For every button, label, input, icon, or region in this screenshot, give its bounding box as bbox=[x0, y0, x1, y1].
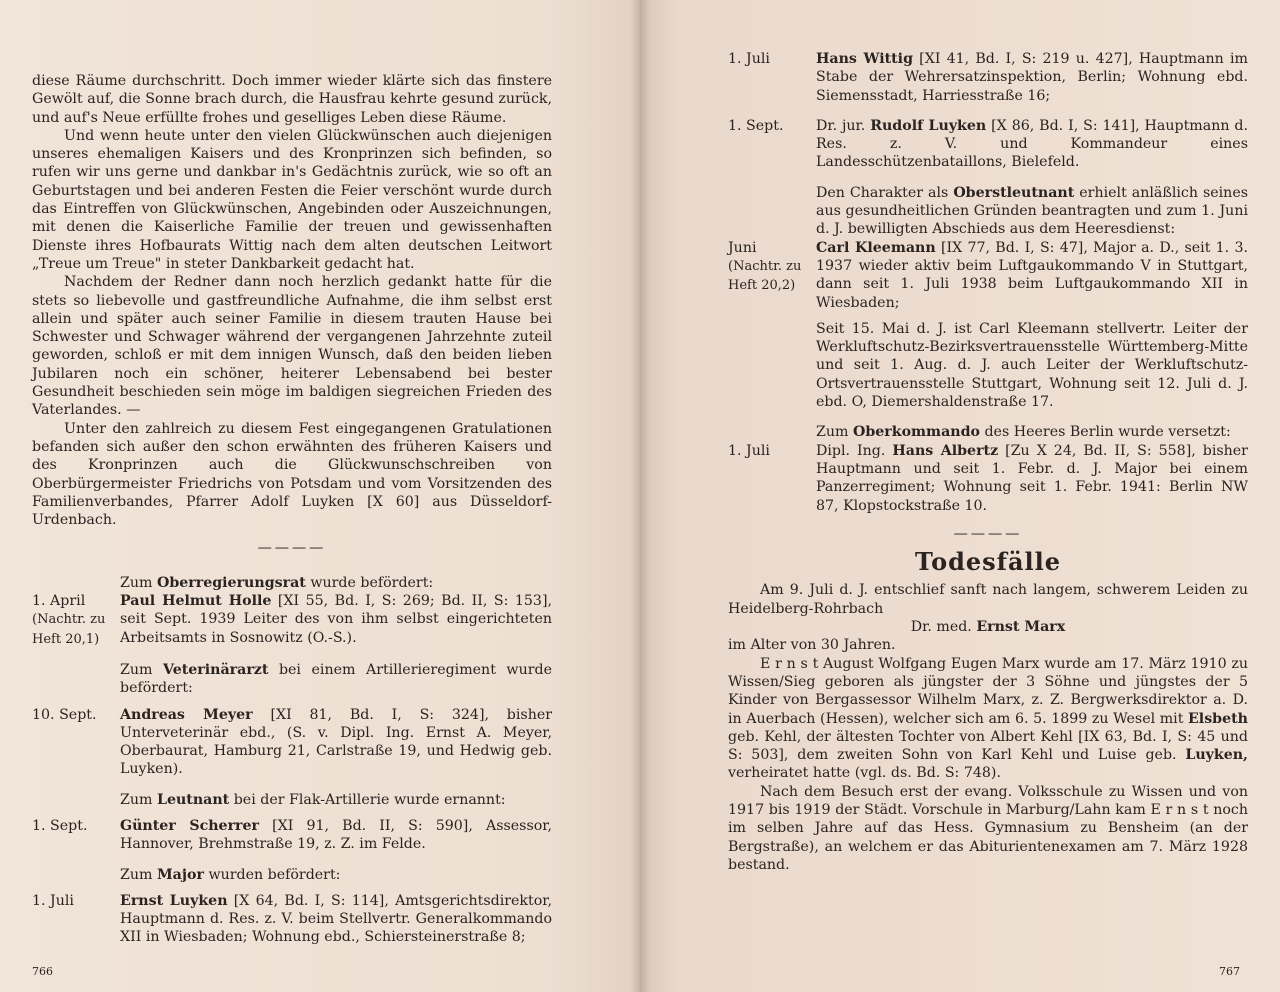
section-heading: Zum Major wurden befördert: bbox=[120, 866, 341, 883]
list-item: 1. Juli Dipl. Ing. Hans Albertz [Zu X 24, Bd. II, S: 558], bisher Hauptmann und seit 1. Febr. d. J. Major bei einem Panzerregiment; Wohnung seit 1. Febr. 1941: Berlin NW 87, Klopstockstraße 10. bbox=[728, 442, 1248, 514]
section-heading: Zum Veterinärarzt bei einem Artillerieregiment wurde befördert: bbox=[120, 661, 552, 697]
paragraph: im Alter von 30 Jahren. bbox=[728, 637, 896, 654]
list-item: 10. Sept. Andreas Meyer [XI 81, Bd. I, S: 324], bisher Unterveterinär ebd., (S. v. Dipl. Ing. Ernst A. Meyer, Oberbaurat, Hamburg 21, Carlstraße 19, und Hedwig geb. Luyken). bbox=[32, 706, 553, 778]
paragraph: diese Räume durchschritt. Doch immer wieder klärte sich das finstere Gewölt auf, die Sonne brach durch, die Hausfrau kehrte gesund zurück, und auf's Neue erfüllte frohes und geselliges Leben diese Räume. bbox=[32, 73, 552, 126]
section-heading: Zum Leutnant bei der Flak-Artillerie wurde ernannt: bbox=[120, 791, 506, 808]
right-column bbox=[728, 50, 1248, 874]
list-item: 1. Juli Ernst Luyken [X 64, Bd. I, S: 114], Amtsgerichtsdirektor, Hauptmann d. Res. z. V. beim Stellvertr. Generalkommando XII in Wiesbaden; Wohnung ebd., Schiersteinerstraße 8; bbox=[32, 892, 552, 946]
section-separator: ———— bbox=[953, 525, 1023, 542]
section-heading: Den Charakter als Oberstleutnant erhielt anläßlich seines aus gesundheitlichen Gründen beantragten und zum 1. Juni d. J. bewilligten Abschieds aus dem Heeresdienst: bbox=[816, 184, 1248, 238]
right-page bbox=[640, 0, 1280, 992]
paragraph: E r n s t August Wolfgang Eugen Marx wurde am 17. März 1910 zu Wissen/Sieg geboren als jüngster der 3 Söhne und jüngstes der 5 Kinder von Bergassessor Wilhelm Marx, z. Z. Bergwerksdirektor a. D. in Auerbach (Hessen), welcher sich am 6. 5. 1899 zu Wesel mit Elsbeth geb. Kehl, der ältesten Tochter von Albert Kehl [IX 63, Bd. I, S: 45 und S: 503], dem zweiten Sohn von Karl Kehl und Luise geb. Luyken, verheiratet hatte (vgl. ds. Bd. S: 748). bbox=[728, 655, 1248, 782]
section-heading: Zum Oberkommando des Heeres Berlin wurde versetzt: bbox=[816, 424, 1231, 441]
deceased-name: Dr. med. Ernst Marx bbox=[910, 619, 1066, 636]
page-number: 766 bbox=[32, 965, 53, 978]
paragraph: Seit 15. Mai d. J. ist Carl Kleemann stellvertr. Leiter der Werkluftschutz-Bezirksvertrauensstelle Württemberg-Mitte und seit 1. Aug. d. J. auch Leiter der Werkluftschutz-Ortsvertrauensstelle Stuttgart, Wohnung seit 12. Juli d. J. ebd. O, Diemershaldenstraße 17. bbox=[816, 320, 1248, 411]
section-separator: ———— bbox=[257, 540, 327, 557]
list-item: 1. April (Nachtr. zu Heft 20,1) Paul Helmut Holle [XI 55, Bd. I, S: 269; Bd. II, S: 153], seit Sept. 1939 Leiter des von ihm selbst eingerichteten Arbeitsamts in Sosnowitz (O.-S.). bbox=[32, 593, 552, 647]
list-item: 1. Sept. Günter Scherrer [XI 91, Bd. II, S: 590], Assessor, Hannover, Brehmstraße 19, z. Z. im Felde. bbox=[32, 817, 552, 853]
left-column bbox=[32, 72, 552, 947]
section-title: Todesfälle bbox=[914, 547, 1062, 577]
paragraph: Und wenn heute unter den vielen Glückwünschen auch diejenigen unseres ehemaligen Kaisers und des Kronprinzen sich befinden, so rufen wir uns gerne und dankbar in's Gedächtnis zurück, wie so oft an Geburtstagen und bei anderen Festen die Feier verschönt wurde durch das Eintreffen von Glückwünschen, Angebinden oder Auszeichnungen, mit denen die Kaiserliche Familie der treuen und gewissenhaften Dienste ihres Hofbaurats Wittig nach dem alten deutschen Leitwort „Treue um Treue" in steter Dankbarkeit gedacht hat. bbox=[32, 127, 552, 272]
paragraph: Unter den zahlreich zu diesem Fest eingegangenen Gratulationen befanden sich außer den schon erwähnten des früheren Kaisers und des Kronprinzen auch die Glückwunschschreiben von Oberbürgermeister Friedrichs von Potsdam und vom Vorsitzenden des Familienverbandes, Pfarrer Adolf Luyken [X 60] aus Düsseldorf-Urdenbach. bbox=[32, 420, 552, 529]
paragraph: Nach dem Besuch erst der evang. Volksschule zu Wissen und von 1917 bis 1919 der Städt. Vorschule in Marburg/Lahn kam E r n s t noch im selben Jahre auf das Hess. Gymnasium zu Bensheim (an der Bergstraße), an welchem er das Abiturientenexamen am 7. März 1928 bestand. bbox=[728, 783, 1248, 873]
section-heading: Zum Oberregierungsrat wurde befördert: bbox=[120, 574, 434, 591]
list-item: 1. Sept. Dr. jur. Rudolf Luyken [X 86, Bd. I, S: 141], Hauptmann d. Res. z. V. und Kommandeur eines Landesschützenbataillons, Bielefeld. bbox=[728, 117, 1248, 171]
list-item: 1. Juli Hans Wittig [XI 41, Bd. I, S: 219 u. 427], Hauptmann im Stabe der Wehrersatzinspektion, Berlin; Wohnung ebd. Siemensstadt, Harriesstraße 16; bbox=[728, 51, 1248, 104]
page-number: 767 bbox=[1219, 965, 1240, 978]
paragraph: Am 9. Juli d. J. entschlief sanft nach langem, schwerem Leiden zu Heidelberg-Rohrbach bbox=[728, 582, 1248, 617]
paragraph: Nachdem der Redner dann noch herzlich gedankt hatte für die stets so liebevolle und gastfreundliche Aufnahme, die ihm selbst erst allein und später auch seiner Familie in diesem trauten Hause bei Schwester und Schwager während der vergangenen Jahrzehnte zuteil geworden, schloß er mit dem innigen Wunsch, daß den beiden lieben Jubilaren noch ein schöner, heiterer Lebensabend bei bester Gesundheit beschieden sein möge im baldigen siegreichen Frieden des Vaterlandes. — bbox=[32, 274, 552, 419]
list-item: Juni (Nachtr. zu Heft 20,2) Carl Kleemann [IX 77, Bd. I, S: 47], Major a. D., seit 1. 3. 1937 wieder aktiv beim Luftgaukommando V in Stuttgart, dann seit 1. Juli 1938 beim Luftgaukommando XII in Wiesbaden; bbox=[728, 239, 1249, 311]
book-gutter bbox=[630, 0, 650, 992]
